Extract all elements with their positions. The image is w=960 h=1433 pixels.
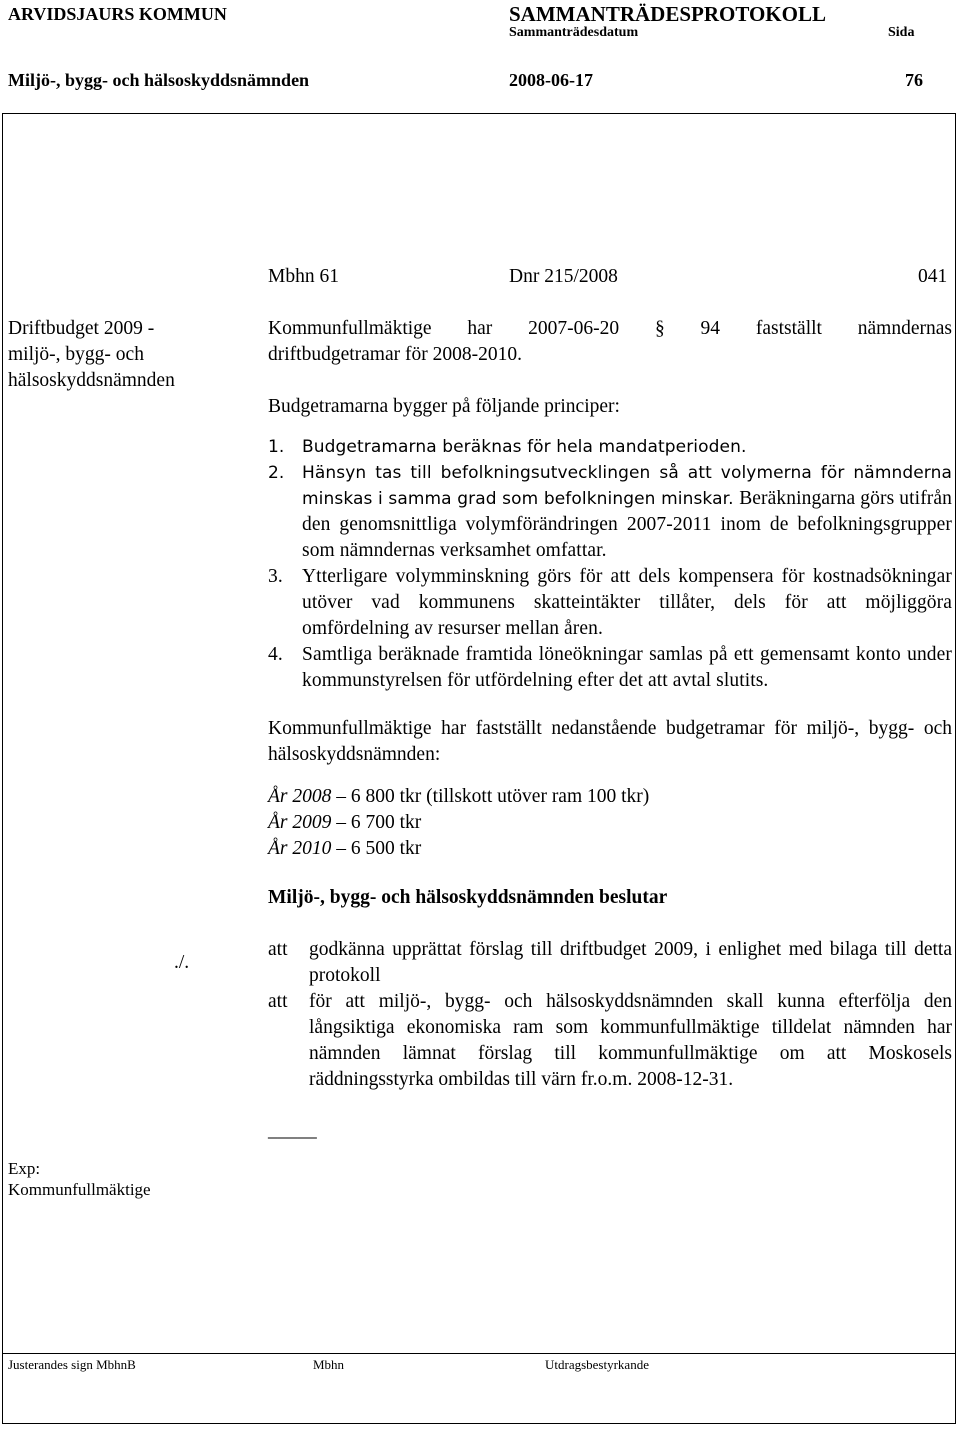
- footer-sign: [8, 1357, 136, 1373]
- budget-amount: 6 700 tkr: [350, 812, 422, 833]
- list-item-number: 3.: [268, 566, 283, 587]
- list-item-text-serif: Beräkningarna görs utifrån den genomsnittliga volymförändringen 2007-2011 inom de befolkningsgrupper som nämndernas verksamhet omfattar.: [302, 488, 952, 561]
- list-item-text-sans: Hänsyn tas till befolkningsutvecklingen så att volymerna för nämnderna minskas i samma grad som befolkningen minskar.: [302, 463, 952, 509]
- budget-year: År 2010: [268, 838, 332, 859]
- footer-sign-label: Justerandes sign: [8, 1357, 93, 1372]
- protocol-title: SAMMANTRÄDESPROTOKOLL: [509, 2, 826, 26]
- footer-middle: Mbhn: [313, 1357, 345, 1372]
- decision-item: [268, 937, 952, 989]
- decision-heading: Miljö-, bygg- och hälsoskyddsnämnden beslutar: [268, 887, 668, 908]
- footer-certification: Utdragsbestyrkande: [545, 1357, 649, 1372]
- list-item-number: 4.: [268, 644, 283, 665]
- budget-line: [268, 810, 952, 836]
- list-item-text: [302, 460, 952, 564]
- principles-heading: Budgetramarna bygger på följande principer:: [268, 396, 620, 417]
- exp-label: Exp:: [8, 1159, 41, 1178]
- list-item-text: Ytterligare volymminskning görs för att dels kompensera för kostnadsökningar utöver vad kommunens skatteintäkter tillåter, dels för att möjliggöra omfördelning av resurser mellan åren.: [302, 566, 952, 639]
- budget-dash: –: [336, 812, 346, 833]
- footer-divider: [2, 1353, 956, 1354]
- footer-sign-value: MbhnB: [96, 1357, 136, 1372]
- sidebar-title-line: miljö-, bygg- och: [8, 344, 144, 365]
- sidebar-title: [8, 316, 248, 394]
- meeting-date: 2008-06-17: [509, 70, 593, 90]
- list-item: [268, 642, 952, 694]
- budget-line: [268, 784, 952, 810]
- end-line: _____: [268, 1120, 317, 1141]
- municipality-name: ARVIDSJAURS KOMMUN: [8, 4, 227, 24]
- decision-label: att: [268, 991, 288, 1012]
- decision-text: godkänna upprättat förslag till driftbudget 2009, i enlighet med bilaga till detta protokoll: [309, 939, 952, 986]
- decision-text: för att miljö-, bygg- och hälsoskyddsnämnden skall kunna efterfölja den långsiktiga ekonomiska ram som kommunfullmäktige tilldelat nämnden har nämnden lämnat förslag till kommunfullmäktige om att Moskosels räddningsstyrka ombildas till värn fr.o.m. 2008-12-31.: [309, 991, 952, 1090]
- list-item: [268, 434, 952, 460]
- committee-name: Miljö-, bygg- och hälsoskyddsnämnden: [8, 70, 310, 90]
- case-dnr: Dnr 215/2008: [509, 266, 618, 287]
- content-frame: [2, 113, 956, 1424]
- distribution: [8, 1158, 151, 1200]
- list-item-number: 1.: [268, 437, 285, 457]
- page-label: Sida: [888, 25, 915, 40]
- case-code: 041: [918, 266, 948, 287]
- list-item: [268, 460, 952, 564]
- decided-text: Kommunfullmäktige har fastställt nedanstående budgetramar för miljö-, bygg- och hälsoskyddsnämnden:: [268, 718, 952, 765]
- sidebar-title-line: Driftbudget 2009 -: [8, 318, 155, 339]
- sidebar-title-line: hälsoskyddsnämnden: [8, 370, 175, 391]
- date-label: Sammanträdesdatum: [509, 25, 639, 40]
- exp-recipient: Kommunfullmäktige: [8, 1180, 151, 1199]
- principles-list: [268, 434, 952, 694]
- budget-amount: 6 500 tkr: [350, 838, 422, 859]
- budget-dash: –: [336, 786, 346, 807]
- budget-dash: –: [336, 838, 346, 859]
- list-item-text: Samtliga beräknade framtida löneökningar samlas på ett gemensamt konto under kommunstyrelsen för utfördelning efter det att avtal slutits.: [302, 644, 952, 691]
- decision-item: [268, 989, 952, 1093]
- intro-line: Kommunfullmäktige har 2007-06-20 § 94 fastställt nämndernas: [268, 318, 952, 339]
- list-item-number: 2.: [268, 463, 285, 483]
- budget-line: [268, 836, 952, 862]
- list-item: [268, 564, 952, 642]
- decision-label: att: [268, 939, 288, 960]
- list-item-text: Budgetramarna beräknas för hela mandatperioden.: [302, 437, 747, 457]
- budget-list: [268, 784, 952, 862]
- page-number: 76: [905, 70, 923, 90]
- budget-amount: 6 800 tkr (tillskott utöver ram 100 tkr): [350, 786, 650, 807]
- decisions-list: [268, 937, 952, 1093]
- budget-year: År 2009: [268, 812, 332, 833]
- intro-line: driftbudgetramar för 2008-2010.: [268, 344, 522, 365]
- intro-paragraph: [268, 316, 952, 368]
- attachment-mark: ./.: [174, 952, 190, 973]
- budget-year: År 2008: [268, 786, 332, 807]
- case-ref: Mbhn 61: [268, 266, 339, 287]
